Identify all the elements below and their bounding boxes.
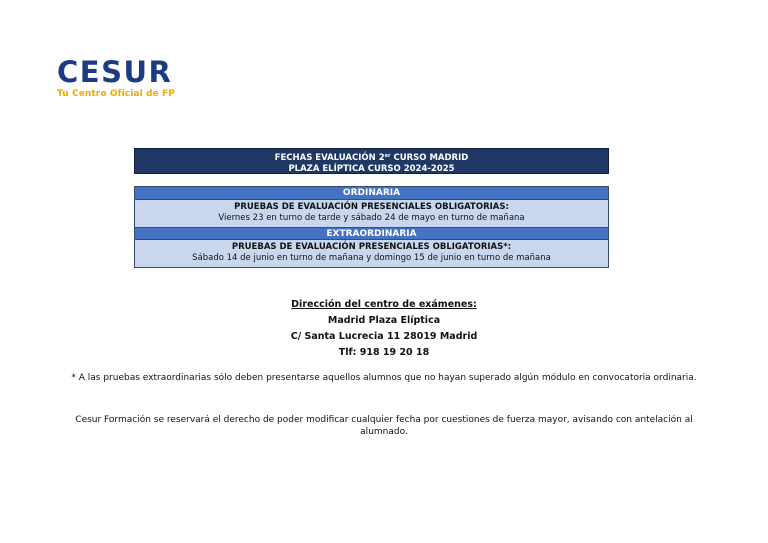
cesur-logo (57, 55, 175, 100)
exam-center-address (0, 297, 768, 361)
extraordinaria-band: EXTRAORDINARIA (135, 227, 608, 240)
title-prefix: FECHAS EVALUACIÓN 2 (274, 153, 385, 163)
exam-schedule-table (134, 186, 609, 268)
extraordinaria-heading: PRUEBAS DE EVALUACIÓN PRESENCIALES OBLIGATORIAS*: (231, 242, 512, 252)
extraordinaria-dates: Sábado 14 de junio en turno de mañana y domingo 15 de junio en turno de mañana (192, 253, 551, 263)
ordinaria-cell (135, 200, 608, 227)
logo-wordmark: CESUR (57, 55, 173, 89)
ordinaria-dates: Viernes 23 en turno de tarde y sábado 24 de mayo en turno de mañana (218, 213, 525, 223)
ordinaria-band: ORDINARIA (135, 187, 608, 200)
document-subtitle: PLAZA ELÍPTICA CURSO 2024-2025 (288, 164, 455, 174)
document-title-box (134, 148, 609, 174)
extraordinaria-cell (135, 240, 608, 267)
title-superscript: er (384, 153, 391, 159)
address-center: Madrid Plaza Elíptica (327, 315, 441, 326)
document-title (135, 151, 608, 164)
address-phone: Tlf: 918 19 20 18 (338, 347, 430, 358)
title-suffix: CURSO MADRID (390, 153, 469, 163)
address-street: C/ Santa Lucrecia 11 28019 Madrid (290, 331, 478, 342)
logo-tagline: Tu Centro Oficial de FP (57, 89, 175, 99)
disclaimer-note: Cesur Formación se reservará el derecho de poder modificar cualquier fecha por cuestiones de fuerza mayor, avisando con antelación al alumnado. (75, 415, 693, 437)
address-title: Dirección del centro de exámenes: (291, 299, 477, 310)
ordinaria-heading: PRUEBAS DE EVALUACIÓN PRESENCIALES OBLIGATORIAS: (234, 202, 509, 212)
extraordinary-note: * A las pruebas extraordinarias sólo deben presentarse aquellos alumnos que no hayan superado algún módulo en convocatoria ordinaria. (71, 373, 697, 383)
